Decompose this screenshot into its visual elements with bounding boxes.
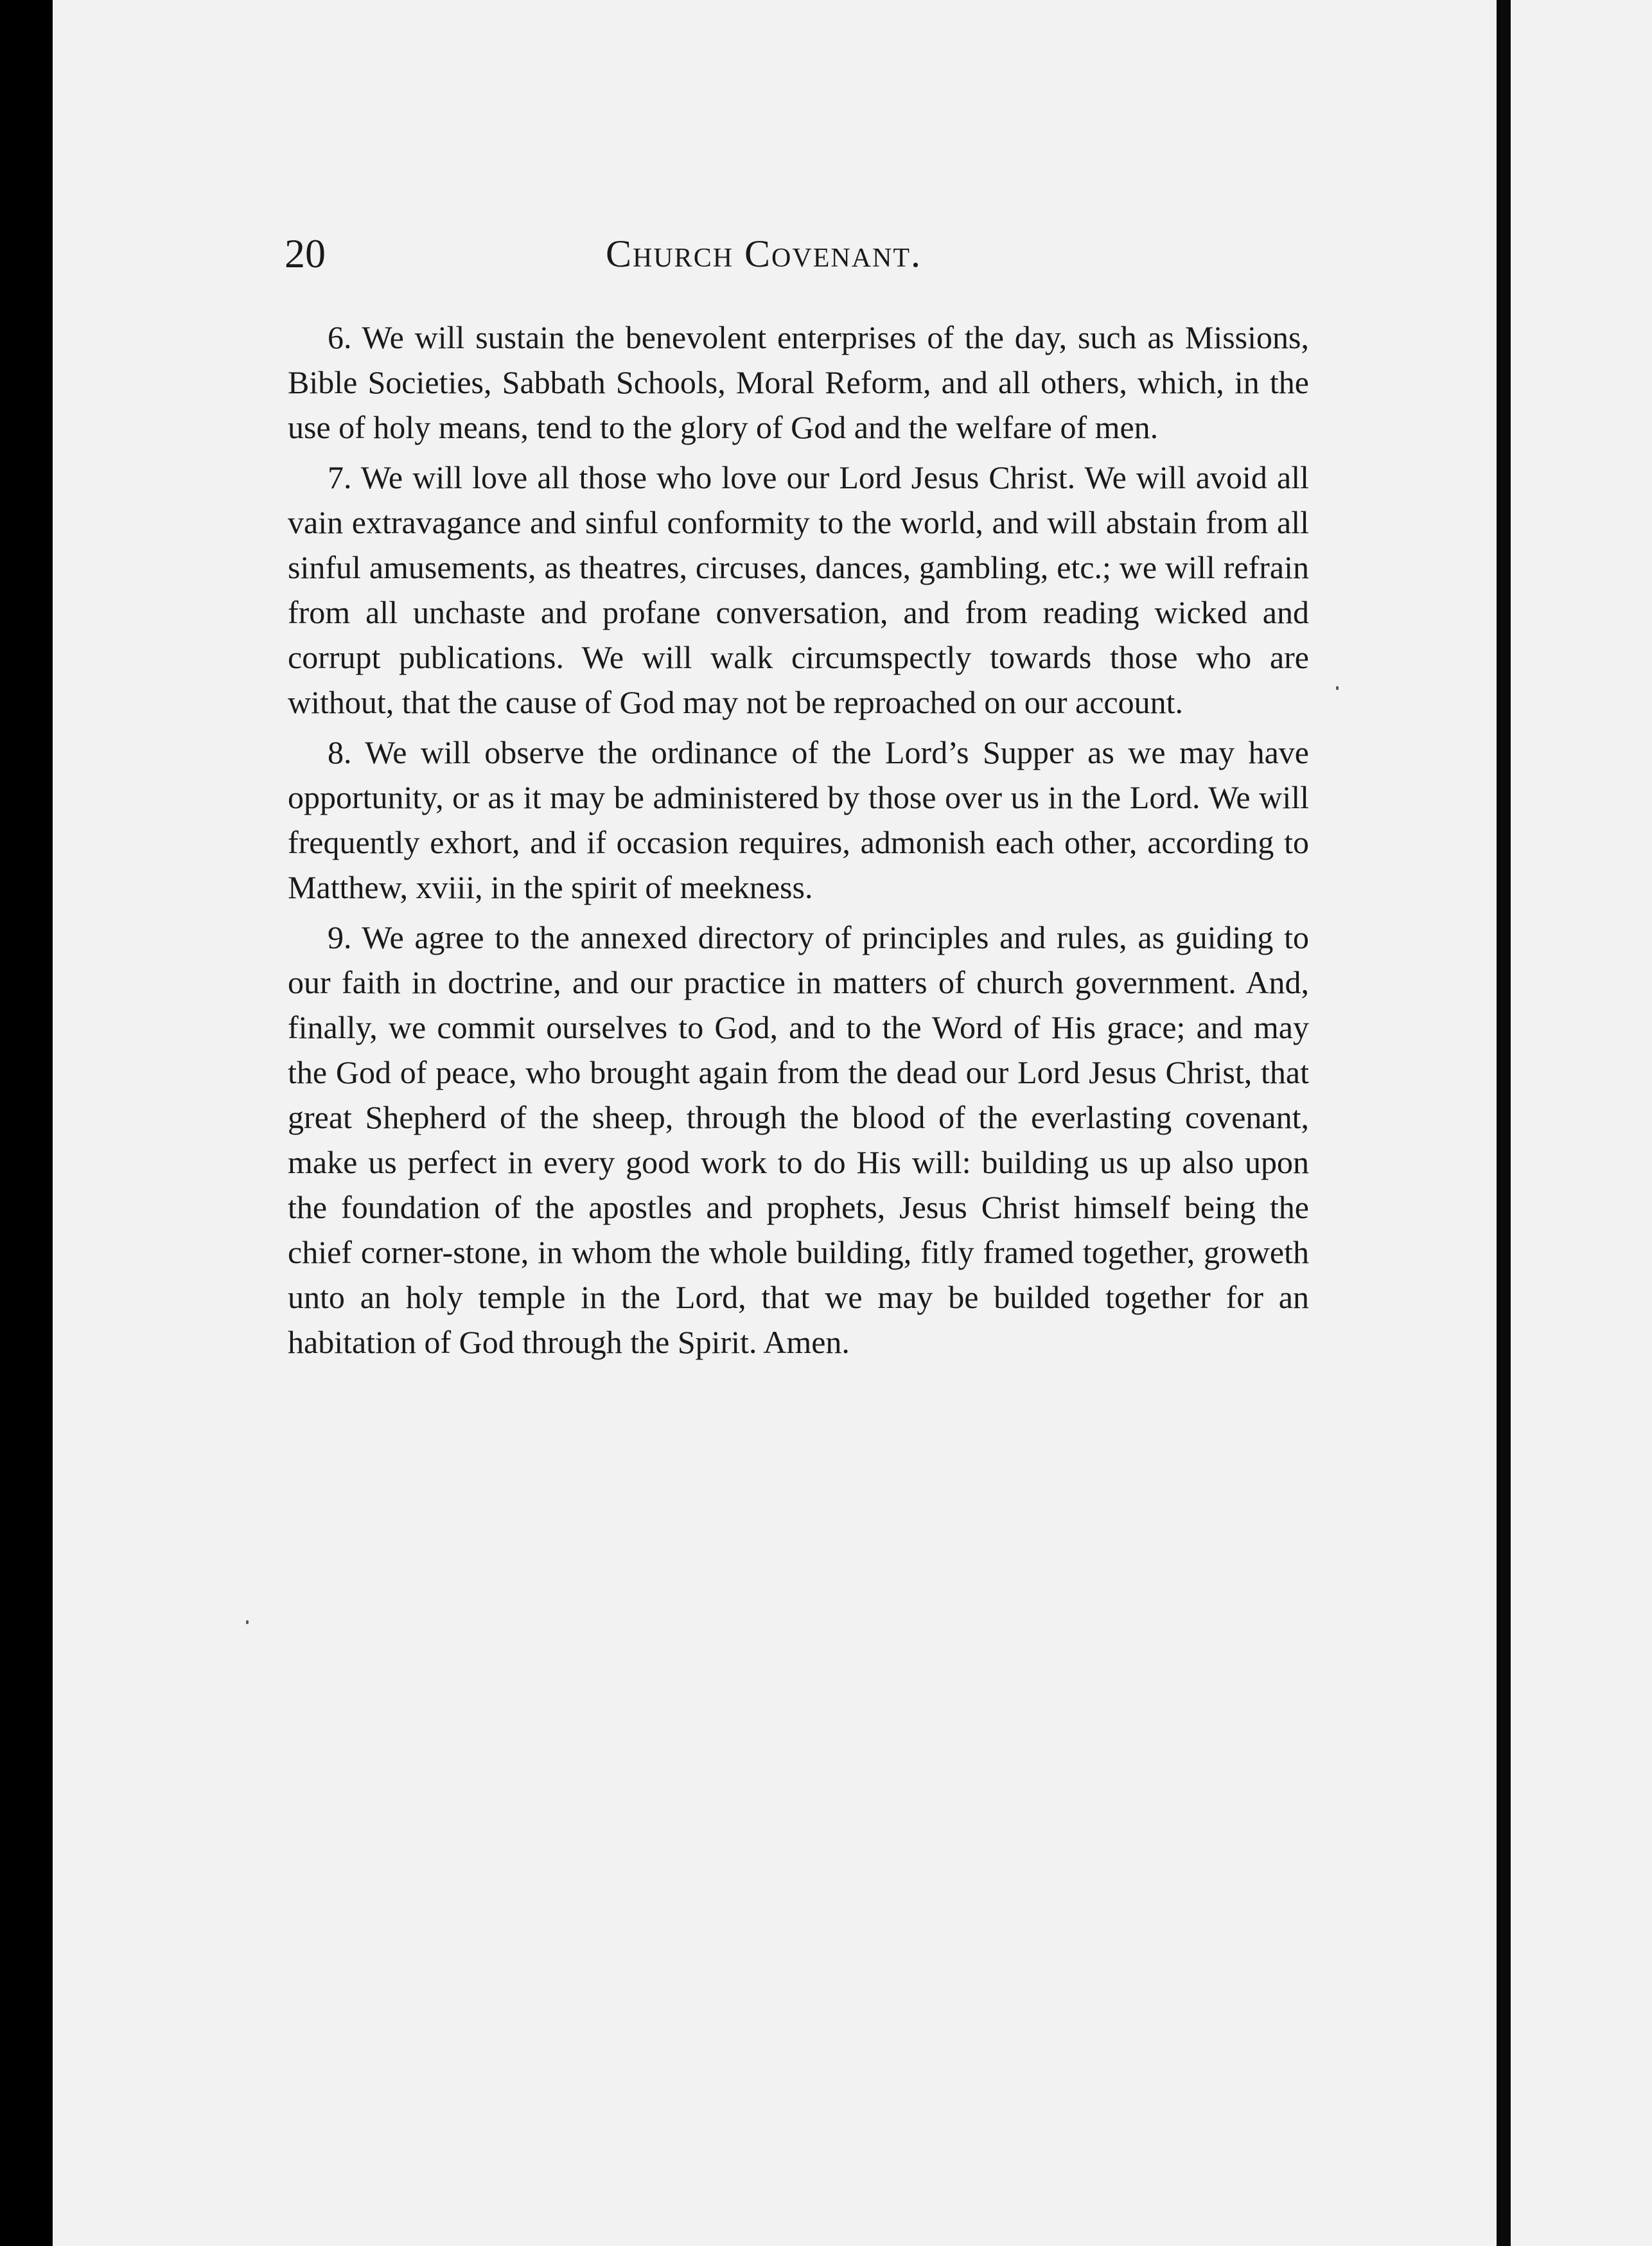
facing-page-edge bbox=[1511, 0, 1652, 2246]
paper-speck bbox=[1336, 686, 1339, 690]
running-head bbox=[285, 228, 1274, 279]
covenant-text bbox=[288, 315, 1309, 1370]
paragraph-7: 7. We will love all those who love our Lord Jesus Christ. We will avoid all vain extravagance and sinful conformity to the world, and will abstain from all sinful amusements, as theatres, circuses, dances, gambling, etc.; we will refrain from all unchaste and profane conversation, and from reading wicked and corrupt publications. We will walk circumspectly towards those who are without, that the cause of God may not be reproached on our account. bbox=[288, 459, 1309, 720]
paper-speck bbox=[246, 1620, 249, 1624]
running-title: Church Covenant. bbox=[606, 233, 922, 275]
paragraph-9: 9. We agree to the annexed directory of principles and rules, as guiding to our faith in doctrine, and our practice in matters of church government. And, finally, we commit ourselves to God, and to the Word of His grace; and may the God of peace, who brought again from the dead our Lord Jesus Christ, that great Shepherd of the sheep, through the blood of the everlasting covenant, make us perfect in every good work to do His will: building us up also upon the foundation of the apostles and prophets, Jesus Christ himself being the chief corner-stone, in whom the whole building, fitly framed together, groweth unto an holy temple in the Lord, that we may be builded together for an habitation of God through the Spirit. Amen. bbox=[288, 919, 1309, 1360]
binding-edge bbox=[1497, 0, 1511, 2246]
page-number: 20 bbox=[285, 231, 326, 276]
paragraph-8: 8. We will observe the ordinance of the Lord’s Supper as we may have opportunity, or as it may be administered by those over us in the Lord. We will frequently exhort, and if occasion requires, admonish each other, according to Matthew, xviii, in the spirit of meekness. bbox=[288, 734, 1309, 905]
paragraph-6: 6. We will sustain the benevolent enterprises of the day, such as Missions, Bible Societies, Sabbath Schools, Moral Reform, and all others, which, in the use of holy means, tend to the glory of God and the welfare of men. bbox=[288, 319, 1309, 445]
